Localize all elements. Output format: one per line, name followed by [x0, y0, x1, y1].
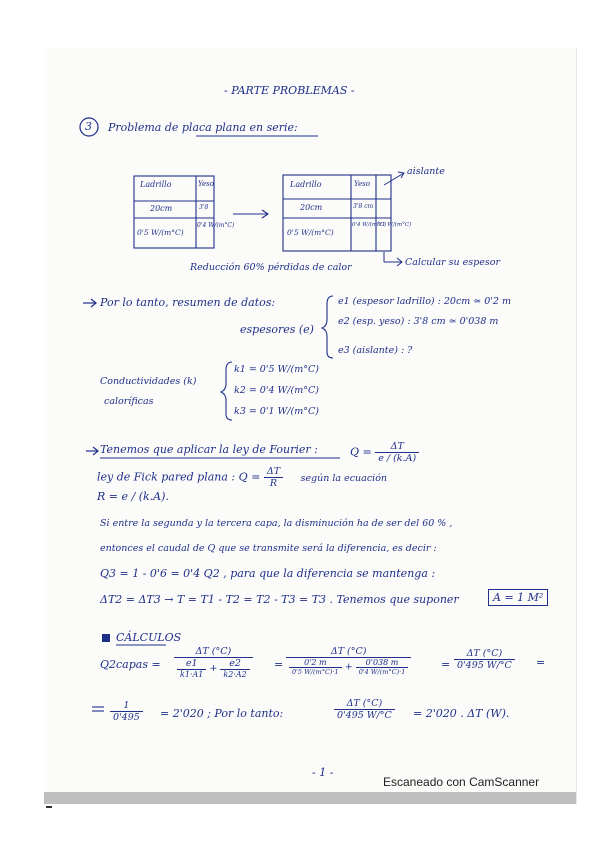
- calc-f3-denominator: 0'495 W/°C: [457, 660, 512, 671]
- problem-number: 3: [85, 120, 92, 133]
- page-title: - PARTE PROBLEMAS -: [224, 84, 355, 97]
- reasoning-line-2: entonces el caudal de Q que se transmite será la diferencia, es decir :: [100, 543, 437, 554]
- calc-f1-term-b-den: k2·A2: [223, 670, 247, 679]
- page-number: - 1 -: [312, 766, 334, 779]
- aislante-label: aislante: [407, 166, 445, 177]
- calc-f1-denominator: [174, 658, 253, 679]
- calc-plus: +: [209, 663, 218, 674]
- right-k-label: 0'5 W/(m°C): [287, 228, 334, 237]
- calc-plus-2: +: [344, 661, 353, 673]
- calcular-espesor-label: Calcular su espesor: [405, 257, 501, 268]
- fick-denominator: R: [269, 478, 278, 489]
- left-yeso-label: Yeso: [198, 180, 214, 188]
- left-yeso-thickness: 3'8: [199, 204, 209, 211]
- fourier-numerator: ΔT: [375, 441, 419, 453]
- resistance-line: R = e / (k.A).: [97, 490, 169, 503]
- left-width-label: 20cm: [150, 204, 173, 213]
- k3-line: k3 = 0'1 W/(m°C): [234, 406, 319, 417]
- conductividades-label: Conductividades (k): [100, 376, 197, 387]
- right-yeso-thickness: 3'8 cm: [353, 203, 374, 210]
- result-tail: = 2'020 . ΔT (W).: [413, 707, 510, 720]
- calc-fraction-3-body: [454, 648, 515, 671]
- calc-f1-term-a-num: e1: [177, 658, 206, 670]
- e2-line: e2 (esp. yeso) : 3'8 cm ≃ 0'038 m: [338, 316, 499, 327]
- right-width-label: 20cm: [300, 203, 323, 212]
- left-k-label: 0'5 W/(m°C): [137, 228, 184, 237]
- calc-f2-term-b-num: 0'038 m: [356, 658, 409, 668]
- calculos-q-label: Q2capas =: [100, 658, 161, 671]
- result-rhs-fraction: [334, 698, 395, 721]
- fourier-q-eq: [350, 441, 419, 464]
- reasoning-line-4: ΔT2 = ΔT3 → T = T1 - T2 = T2 - T3 = T3 . Tenemos que suponer: [100, 593, 459, 606]
- left-ladrillo-label: Ladrillo: [140, 180, 172, 189]
- fick-line: [97, 466, 387, 489]
- result-equation: = 2'020 ; Por lo tanto:: [160, 707, 284, 720]
- calc-fraction-3: [454, 648, 515, 671]
- fick-text: ley de Fick pared plana : Q =: [97, 470, 261, 484]
- datos-intro: Por lo tanto, resumen de datos:: [100, 296, 276, 309]
- result-rhs-denominator: 0'495 W/°C: [337, 710, 392, 721]
- e3-line: e3 (aislante) : ?: [338, 345, 413, 356]
- calc-f1-term-b-num: e2: [220, 658, 249, 670]
- calc-f3-numerator: ΔT (°C): [454, 648, 515, 660]
- result-rhs-numerator: ΔT (°C): [334, 698, 395, 710]
- fourier-q-label: Q =: [350, 445, 372, 459]
- e1-line: e1 (espesor ladrillo) : 20cm ≃ 0'2 m: [338, 296, 511, 307]
- calc-equals-1: =: [274, 658, 284, 671]
- fourier-fraction: [375, 441, 419, 464]
- result-lhs-fraction: [110, 700, 143, 723]
- calc-f1-numerator: ΔT (°C): [174, 646, 253, 658]
- calc-f2-term-a: [289, 658, 342, 676]
- right-k-aislante: 0'1 W/(m°C): [377, 222, 412, 228]
- calc-f2-term-a-num: 0'2 m: [289, 658, 342, 668]
- reasoning-line-1: Si entre la segunda y la tercera capa, la disminución ha de ser del 60 % ,: [100, 518, 453, 529]
- calc-f1-term-a-den: k1·A1: [180, 670, 204, 679]
- camscanner-watermark: Escaneado con CamScanner: [383, 775, 540, 789]
- result-rhs-body: [334, 698, 395, 721]
- reasoning-line-3: Q3 = 1 - 0'6 = 0'4 Q2 , para que la diferencia se mantenga :: [100, 567, 436, 580]
- calc-fraction-1: [174, 646, 253, 679]
- right-k-yeso: 0'4 W/(m°C): [352, 222, 387, 228]
- area-assumption-box: A = 1 M²: [488, 589, 548, 606]
- espesores-label: espesores (e): [240, 323, 314, 336]
- calc-f2-term-b-den: 0'4 W/(m°C)·1: [358, 668, 406, 676]
- calc-fraction-2: [286, 646, 411, 676]
- k2-line: k2 = 0'4 W/(m°C): [234, 385, 319, 396]
- calc-f2-term-a-den: 0'5 W/(m°C)·1: [292, 668, 339, 676]
- fourier-line-1: Tenemos que aplicar la ley de Fourier :: [100, 443, 318, 456]
- problem-title: Problema de placa plana en serie:: [108, 121, 298, 134]
- calc-f1-term-b: [220, 658, 249, 679]
- right-ladrillo-label: Ladrillo: [290, 180, 322, 189]
- calorificas-label: caloríficas: [104, 396, 154, 407]
- fick-fraction: [264, 466, 283, 489]
- result-lhs-body: [110, 700, 143, 723]
- calculos-heading: CÁLCULOS: [116, 631, 182, 644]
- calc-equals-3: =: [536, 656, 546, 669]
- fourier-denominator: e / (k.A): [378, 453, 417, 464]
- left-k-yeso: 0'4 W/(m°C): [197, 222, 235, 229]
- fick-numerator: ΔT: [264, 466, 283, 478]
- calc-equals-2: =: [441, 658, 451, 671]
- calc-f2-term-b: [356, 658, 409, 676]
- calc-fraction-1-body: [174, 646, 253, 679]
- calc-fraction-2-body: [286, 646, 411, 676]
- fick-tail: según la ecuación: [300, 472, 388, 484]
- result-lhs-numerator: 1: [110, 700, 143, 712]
- right-yeso-label: Yeso: [354, 180, 370, 188]
- calc-f2-denominator: [286, 658, 411, 676]
- diagram-caption: Reducción 60% pérdidas de calor: [190, 262, 352, 273]
- result-lhs-denominator: 0'495: [113, 712, 140, 723]
- k1-line: k1 = 0'5 W/(m°C): [234, 364, 319, 375]
- calc-f2-numerator: ΔT (°C): [286, 646, 411, 658]
- calc-f1-term-a: [177, 658, 206, 679]
